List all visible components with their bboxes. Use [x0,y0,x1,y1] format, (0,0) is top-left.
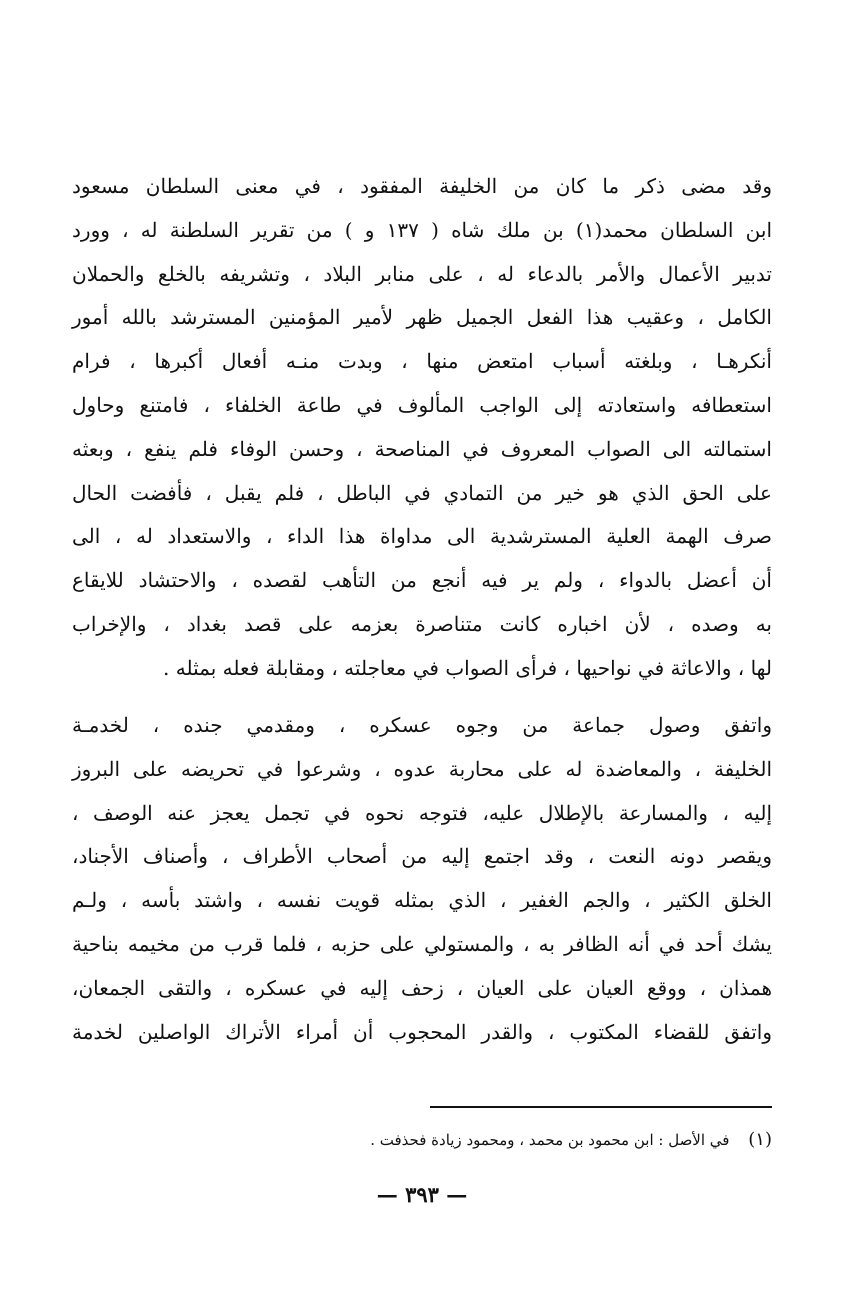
footnote [200,1123,772,1157]
footnote-text: في الأصل : ابن محمود بن محمد ، ومحمود زيادة فحذفت . [370,1131,730,1149]
text-line: به وصده ، لأن اخباره كانت متناصرة بعزمه على قصد بغداد ، والإخراب [72,611,772,636]
paragraph-2 [72,704,772,1054]
text-line: الخليفة ، والمعاضدة له على محاربة عدوه ، وشرعوا في تحريضه على البروز [72,756,772,781]
page-number: — ٣٩٣ — [376,1182,468,1207]
text-line: الخلق الكثير ، والجم الغفير ، الذي بمثله قويت نفسه ، واشتد بأسه ، ولـم [72,888,772,913]
text-line: استعطافه واستعادته إلى الواجب المألوف في طاعة الخلفاء ، فامتنع وحاول [72,392,772,417]
text-line: الكامل ، وعقيب هذا الفعل الجميل ظهر لأمير المؤمنين المسترشد بالله أمور [72,305,772,330]
text-line: واتفق للقضاء المكتوب ، والقدر المحجوب أن أمراء الأتراك الواصلين لخدمة [72,1019,772,1044]
footnote-marker: (١) [748,1129,772,1150]
text-line: إليه ، والمسارعة بالإطلال عليه، فتوجه نحوه في تجمل يعجز عنه الوصف ، [72,800,772,825]
text-line: تدبير الأعمال والأمر بالدعاء له ، على منابر البلاد ، وتشريفه بالخلع والحملان [72,261,772,286]
text-line: لها ، والاعاثة في نواحيها ، فرأى الصواب في معاجلته ، ومقابلة فعله بمثله . [163,655,772,680]
text-line: أن أعضل بالدواء ، ولم ير فيه أنجع من التأهب لقصده ، والاحتشاد للايقاع [72,568,772,593]
text-line: صرف الهمة العلية المسترشدية الى مداواة هذا الداء ، والاستعداد له ، الى [72,524,772,549]
text-line: أنكرهـا ، وبلغته أسباب امتعض منها ، وبدت منـه أفعال أكبرها ، فرام [72,349,772,374]
text-line: يشك أحد في أنه الظافر به ، والمستولي على حزبه ، فلما قرب من مخيمه بناحية [72,931,772,956]
text-line: ويقصر دونه النعت ، وقد اجتمع إليه من أصحاب الأطراف ، وأصناف الأجناد، [72,844,772,869]
footnote-divider [430,1106,772,1108]
text-line: وقد مضى ذكر ما كان من الخليفة المفقود ، في معنى السلطان مسعود [72,174,772,198]
text-line: همذان ، ووقع العيان على العيان ، زحف إليه في عسكره ، والتقى الجمعان، [72,975,772,1000]
text-line: ابن السلطان محمد(١) بن ملك شاه ( ١٣٧ و ) من تقرير السلطنة له ، وورد [72,217,773,242]
text-line: استمالته الى الصواب المعروف في المناصحة ، وحسن الوفاء فلم ينفع ، وبعثه [72,436,772,461]
text-line: على الحق الذي هو خير من التمادي في الباطل ، فلم يقبل ، فأفضت الحال [72,480,772,505]
paragraph-1 [72,165,772,691]
text-line: واتفق وصول جماعة من وجوه عسكره ، ومقدمي جنده ، لخدمـة [72,713,772,737]
